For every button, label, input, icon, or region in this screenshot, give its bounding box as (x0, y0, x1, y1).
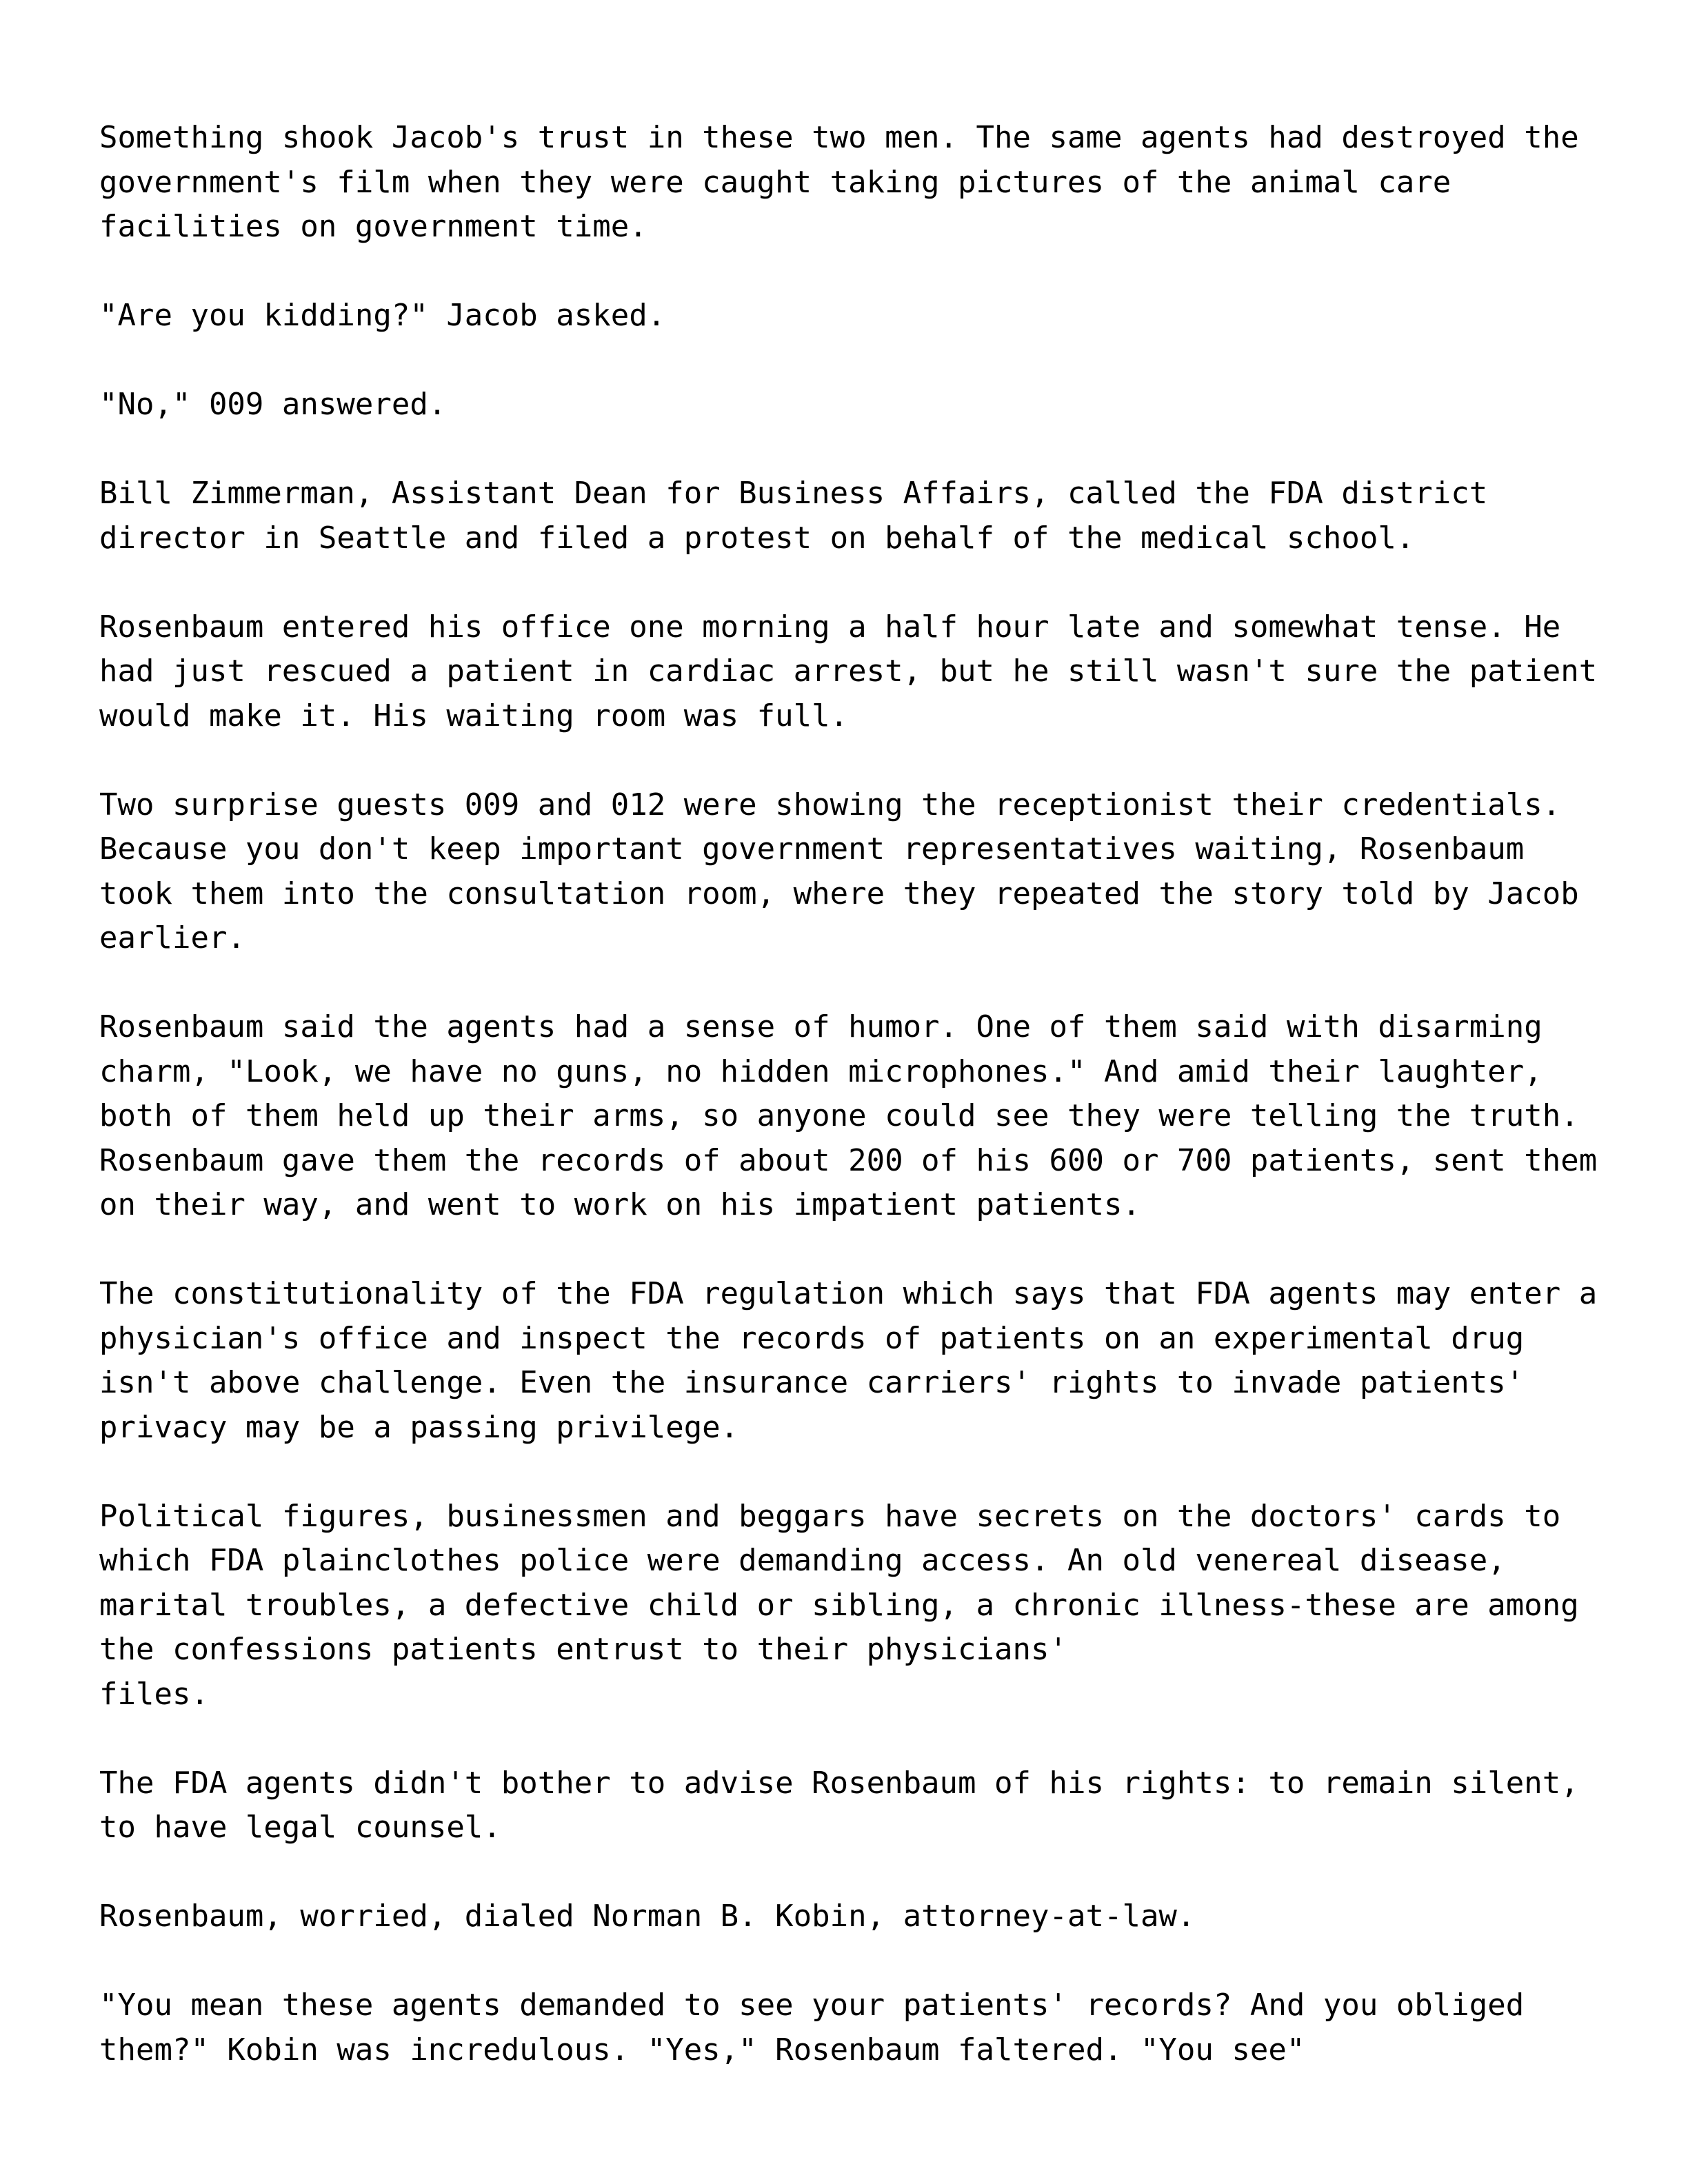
paragraph-4: Bill Zimmerman, Assistant Dean for Business Affairs, called the FDA district director in Seattle and filed a protest on behalf of the medical school. (99, 476, 1488, 556)
paragraph-11: Rosenbaum, worried, dialed Norman B. Kobin, attorney-at-law. (99, 1899, 1196, 1934)
paragraph-7: Rosenbaum said the agents had a sense of humor. One of them said with disarming charm, "Look, we have no guns, no hidden microphones." And amid their laughter, both of them held up their arms, so anyone could see they were telling the truth. Rosenbaum gave them the records of about 200 of his 600 or 700 patients, sent them on their way, and went to work on his impatient patients. (99, 1009, 1598, 1222)
paragraph-10: The FDA agents didn't bother to advise Rosenbaum of his rights: to remain silent, to have legal counsel. (99, 1765, 1579, 1845)
paragraph-9: Political figures, businessmen and beggars have secrets on the doctors' cards to which FDA plainclothes police were demanding access. An old venereal disease, marital troubles, a defective child or sibling, a chronic illness-these are among the confessions patients entrust to their physicians' files. (99, 1498, 1579, 1712)
paragraph-12: "You mean these agents demanded to see your patients' records? And you obliged them?" Kobin was incredulous. "Yes," Rosenbaum faltered. "You see" (99, 1988, 1525, 2067)
document-page (99, 116, 1602, 2117)
paragraph-1: Something shook Jacob's trust in these two men. The same agents had destroyed the government's film when they were caught taking pictures of the animal care facilities on government time. (99, 120, 1579, 244)
paragraph-8: The constitutionality of the FDA regulation which says that FDA agents may enter a physician's office and inspect the records of patients on an experimental drug isn't above challenge. Even the insurance carriers' rights to invade patients' privacy may be a passing privilege. (99, 1276, 1598, 1445)
paragraph-3: "No," 009 answered. (99, 387, 447, 422)
paragraph-5: Rosenbaum entered his office one morning a half hour late and somewhat tense. He had just rescued a patient in cardiac arrest, but he still wasn't sure the patient would make it. His waiting room was full. (99, 609, 1598, 734)
paragraph-2: "Are you kidding?" Jacob asked. (99, 298, 666, 333)
paragraph-6: Two surprise guests 009 and 012 were showing the receptionist their credentials. Because you don't keep important government representatives waiting, Rosenbaum took them into the consultation room, where they repeated the story told by Jacob earlier. (99, 787, 1579, 956)
